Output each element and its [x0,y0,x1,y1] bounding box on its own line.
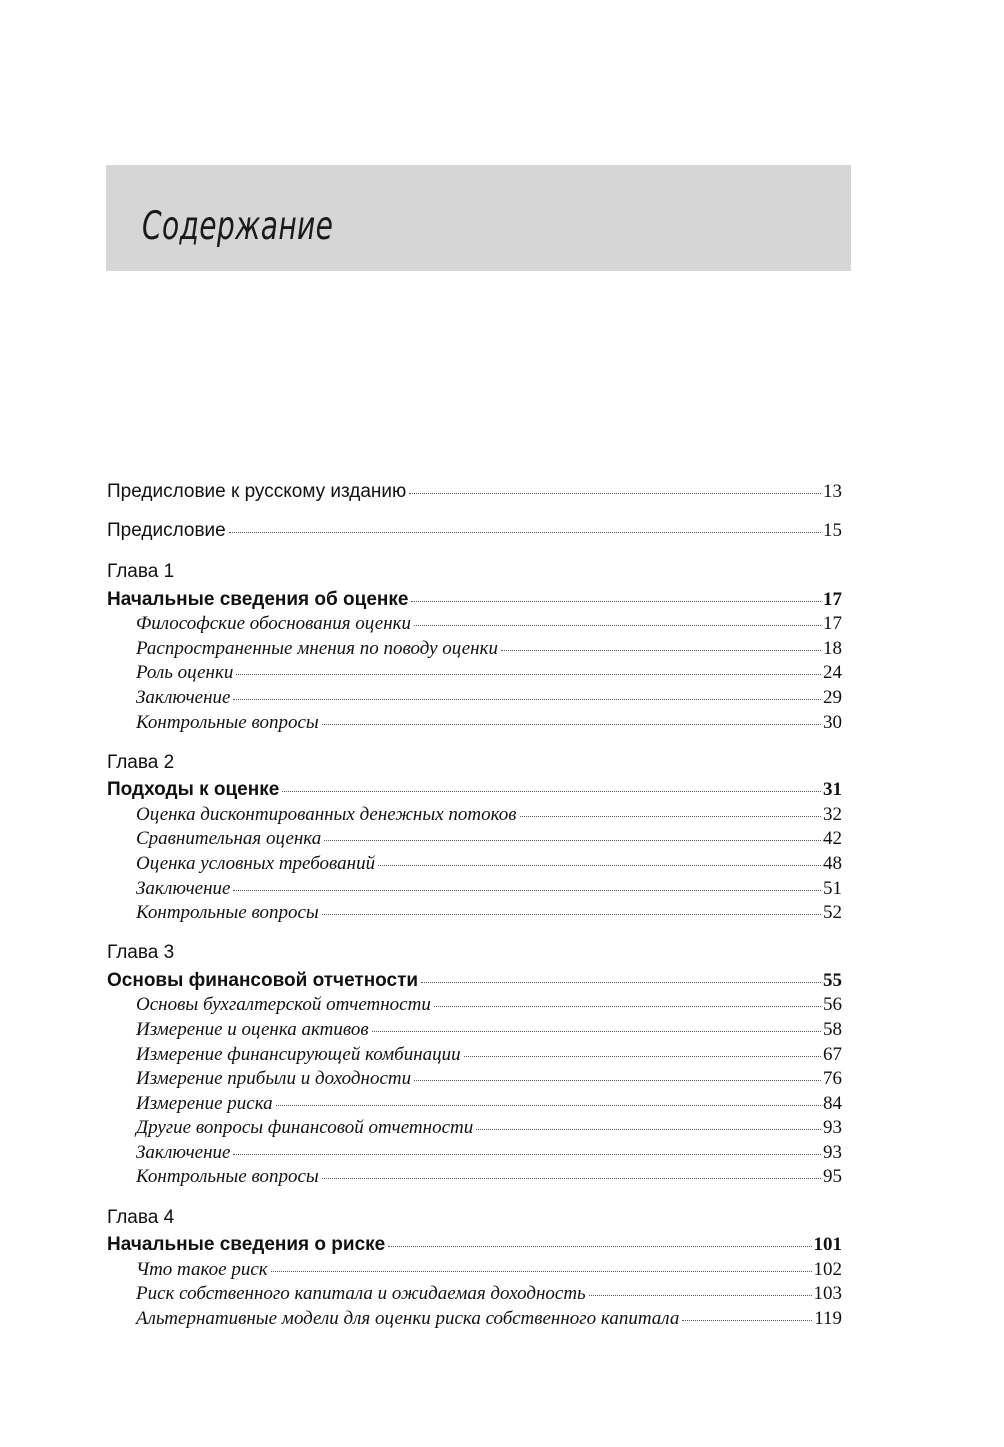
toc-subentry[interactable] [136,638,842,660]
toc-subentry[interactable] [136,994,842,1016]
toc-entry-page: 31 [823,779,842,800]
toc-entry-page: 55 [823,970,842,991]
toc-entry-label: Основы финансовой отчетности [107,970,419,991]
toc-entry-label: Сравнительная оценка [136,828,322,849]
toc-entry-page: 103 [813,1283,842,1304]
dot-leader [589,1295,812,1296]
dot-leader [282,791,821,792]
toc-entry-page: 15 [823,520,842,541]
dot-leader [322,1178,821,1179]
toc-entry-label: Подходы к оценке [107,779,280,800]
page-title: Содержание [142,204,334,249]
toc-entry-page: 84 [823,1093,842,1114]
chapter-title-entry[interactable] [107,1234,842,1256]
chapter-title-entry[interactable] [107,970,842,992]
chapter-heading: Глава 3 [107,942,175,963]
toc-subentry[interactable] [136,1259,842,1281]
dot-leader [276,1105,821,1106]
toc-entry-foreword-russian[interactable] [107,481,842,503]
dot-leader [414,1080,821,1081]
dot-leader [236,674,821,675]
dot-leader [372,1031,821,1032]
toc-entry-foreword[interactable] [107,520,842,542]
toc-entry-label: Заключение [136,878,231,899]
toc-entry-label: Что такое риск [136,1259,268,1280]
toc-entry-page: 13 [823,481,842,502]
toc-entry-page: 67 [823,1044,842,1065]
dot-leader [411,601,821,602]
dot-leader [409,493,821,494]
toc-entry-label: Оценка дисконтированных денежных потоков [136,804,517,825]
toc-entry-page: 93 [823,1117,842,1138]
toc-entry-label: Риск собственного капитала и ожидаемая доходность [136,1283,586,1304]
toc-entry-page: 24 [823,662,842,683]
toc-entry-label: Философские обоснования оценки [136,613,412,634]
toc-entry-label: Заключение [136,1142,231,1163]
toc-subentry[interactable] [136,804,842,826]
toc-subentry[interactable] [136,1283,842,1305]
dot-leader [233,890,821,891]
toc-entry-label: Измерение и оценка активов [136,1019,369,1040]
toc-entry-label: Предисловие [107,520,226,541]
dot-leader [233,699,821,700]
dot-leader [388,1246,811,1247]
toc-entry-page: 95 [823,1166,842,1187]
toc-subentry[interactable] [136,1019,842,1041]
toc-entry-label: Основы бухгалтерской отчетности [136,994,431,1015]
chapter-title-entry[interactable] [107,589,842,611]
toc-entry-label: Оценка условных требований [136,853,376,874]
toc-subentry[interactable] [136,1093,842,1115]
toc-subentry[interactable] [136,878,842,900]
toc-entry-page: 102 [813,1259,842,1280]
toc-entry-label: Измерение финансирующей комбинации [136,1044,461,1065]
toc-entry-page: 93 [823,1142,842,1163]
dot-leader [271,1271,812,1272]
toc-subentry[interactable] [136,687,842,709]
toc-subentry[interactable] [136,1117,842,1139]
toc-subentry[interactable] [136,1044,842,1066]
dot-leader [322,724,821,725]
toc-entry-page: 58 [823,1019,842,1040]
toc-entry-page: 17 [823,613,842,634]
dot-leader [378,865,821,866]
chapter-heading: Глава 1 [107,561,175,582]
toc-entry-page: 32 [823,804,842,825]
dot-leader [421,982,821,983]
chapter-heading: Глава 2 [107,752,175,773]
toc-entry-page: 56 [823,994,842,1015]
toc-subentry[interactable] [136,1166,842,1188]
toc-entry-page: 48 [823,853,842,874]
toc-subentry[interactable] [136,712,842,734]
toc-subentry[interactable] [136,853,842,875]
toc-entry-label: Контрольные вопросы [136,902,319,923]
toc-subentry[interactable] [136,1142,842,1164]
toc-entry-label: Роль оценки [136,662,234,683]
toc-entry-page: 17 [823,589,842,610]
dot-leader [434,1006,821,1007]
toc-entry-label: Другие вопросы финансовой отчетности [136,1117,474,1138]
toc-entry-label: Контрольные вопросы [136,712,319,733]
toc-entry-page: 101 [813,1234,842,1255]
toc-entry-label: Заключение [136,687,231,708]
toc-subentry[interactable] [136,828,842,850]
toc-entry-label: Контрольные вопросы [136,1166,319,1187]
dot-leader [501,650,821,651]
dot-leader [464,1056,821,1057]
dot-leader [414,625,821,626]
toc-entry-label: Измерение риска [136,1093,273,1114]
toc-entry-page: 29 [823,687,842,708]
toc-subentry[interactable] [136,1068,842,1090]
dot-leader [233,1154,821,1155]
toc-subentry[interactable] [136,1308,842,1330]
dot-leader [682,1320,812,1321]
toc-entry-label: Распространенные мнения по поводу оценки [136,638,498,659]
toc-entry-page: 51 [823,878,842,899]
toc-entry-page: 42 [823,828,842,849]
toc-entry-page: 52 [823,902,842,923]
dot-leader [520,816,821,817]
toc-entry-label: Предисловие к русскому изданию [107,481,407,502]
toc-subentry[interactable] [136,902,842,924]
dot-leader [476,1129,821,1130]
dot-leader [324,840,821,841]
toc-subentry[interactable] [136,613,842,635]
toc-entry-page: 119 [814,1308,842,1329]
toc-entry-page: 18 [823,638,842,659]
toc-entry-label: Измерение прибыли и доходности [136,1068,412,1089]
toc-entry-label: Альтернативные модели для оценки риска собственного капитала [136,1308,680,1329]
chapter-heading: Глава 4 [107,1207,175,1228]
toc-entry-page: 30 [823,712,842,733]
toc-subentry[interactable] [136,662,842,684]
chapter-title-entry[interactable] [107,779,842,801]
dot-leader [322,914,821,915]
toc-entry-page: 76 [823,1068,842,1089]
toc-entry-label: Начальные сведения об оценке [107,589,409,610]
toc-entry-label: Начальные сведения о риске [107,1234,386,1255]
dot-leader [229,532,821,533]
